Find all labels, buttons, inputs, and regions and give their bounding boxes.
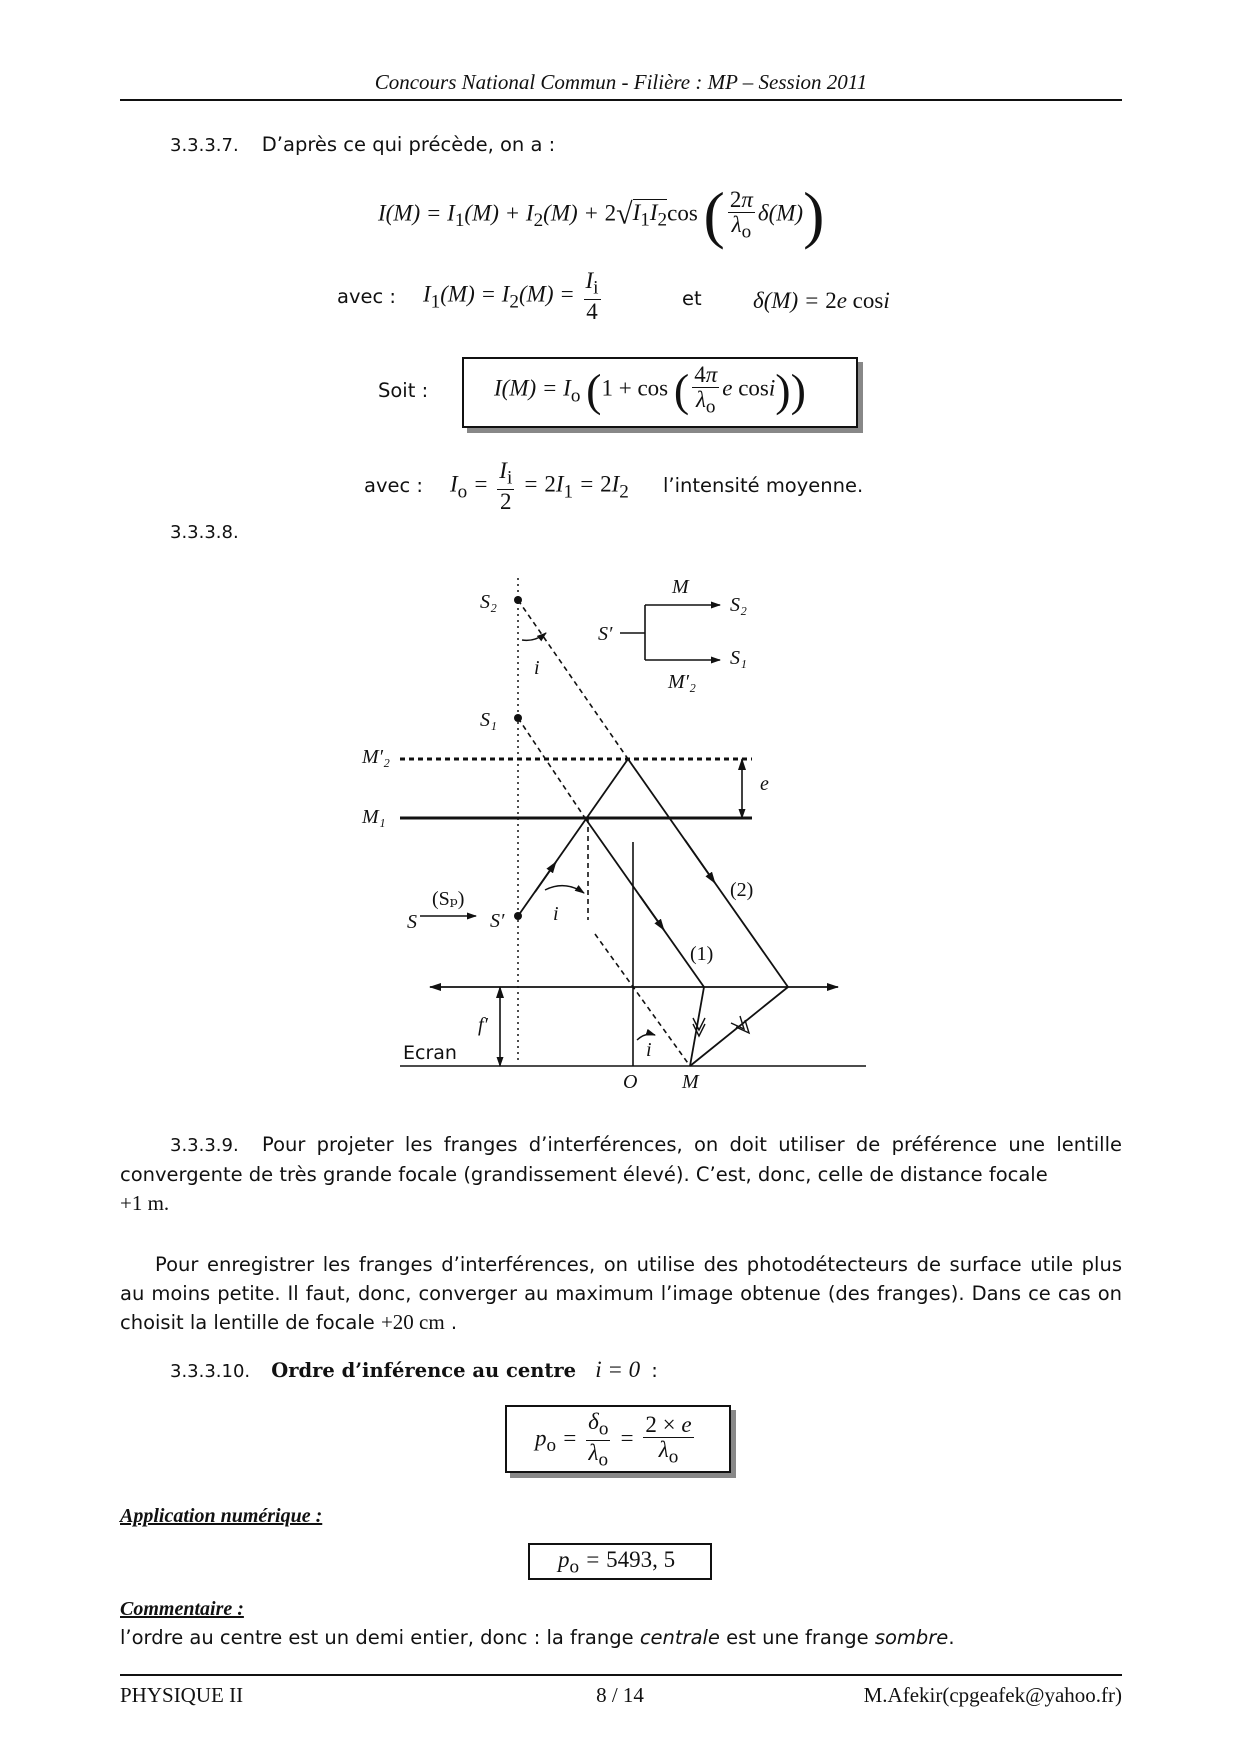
label-i-bottom: i xyxy=(646,1039,652,1061)
section-33310-colon: : xyxy=(651,1359,658,1382)
commentaire-title: Commentaire : xyxy=(120,1598,244,1620)
virtual-ray-to-m xyxy=(595,934,690,1066)
boxed-result-intensity: $I(M) = I_o$ (1 + cos ( $\frac{4\pi}{\lambda_o}$ e cosi)) xyxy=(462,357,858,428)
inset-label-s2: S₂ xyxy=(730,594,747,616)
footer-rule xyxy=(120,1674,1122,1676)
section-number: 3.3.3.7. xyxy=(170,135,239,156)
section-3338-number: 3.3.3.8. xyxy=(170,522,239,543)
incident-ray-2 xyxy=(518,759,628,916)
equation-io: $I_o$ = $\frac{I_i}{2}$ = $2I_1 = 2I_2$ xyxy=(450,458,629,514)
label-i-top: i xyxy=(534,657,540,679)
inset-label-m2-prime: M′₂ xyxy=(668,671,696,693)
inset-label-m: M xyxy=(672,576,689,598)
label-ecran: Ecran xyxy=(403,1042,457,1064)
label-ray-1: (1) xyxy=(690,943,714,965)
label-s2: S₂ xyxy=(480,591,497,613)
inset-label-s1: S₁ xyxy=(730,647,747,669)
label-f-prime: f′ xyxy=(478,1014,488,1036)
boxed-order-formula: $p_o$ = $\frac{\delta_o}{\lambda_o}$ = $\frac{2 \times e}{\lambda_o}$ xyxy=(505,1405,731,1473)
label-o: O xyxy=(623,1071,638,1093)
ray-1-double-arrow xyxy=(693,1018,705,1036)
page-header: Concours National Commun - Filière : MP – Session 2011 xyxy=(374,70,868,94)
label-i-mid: i xyxy=(553,903,559,925)
label-sp: (Sₚ) xyxy=(432,888,465,910)
application-title: Application numérique : xyxy=(120,1505,323,1527)
section-33310-title: Ordre d’inférence au centre xyxy=(271,1359,577,1382)
avec2-label: avec : xyxy=(364,474,423,497)
label-e: e xyxy=(760,773,769,795)
inset-label-s-prime: S′ xyxy=(598,623,613,645)
equation-i1-i2: $I_1(M) = I_2(M)$ = $\frac{I_i}{4}$ xyxy=(423,268,599,324)
label-m2-prime: M′₂ xyxy=(362,746,390,768)
angle-arc-mid xyxy=(545,886,584,893)
paragraph-end-dot: . xyxy=(450,1311,458,1334)
application-result-value: 5493, 5 xyxy=(606,1547,676,1572)
section-intro: D’après ce qui précède, on a : xyxy=(261,133,556,156)
label-s: S xyxy=(407,911,417,933)
label-m: M xyxy=(682,1071,699,1093)
focal-value-20cm: +20 cm xyxy=(380,1310,445,1334)
word-centrale: centrale xyxy=(639,1626,720,1649)
angle-arc-top xyxy=(522,633,546,640)
section-33310-heading xyxy=(170,1357,658,1383)
boxed-application-result: $p_o = 5493$, 5 xyxy=(528,1543,712,1580)
label-m1: M₁ xyxy=(362,806,386,828)
avec-label: avec : xyxy=(337,285,396,308)
word-sombre: sombre xyxy=(874,1626,949,1649)
section-33310-number: 3.3.3.10. xyxy=(170,1361,251,1382)
soit-label: Soit : xyxy=(378,379,429,402)
paragraph-photodetecteurs xyxy=(120,1250,1122,1337)
label-s1: S₁ xyxy=(480,709,497,731)
ray-1-arrow xyxy=(640,896,664,930)
paragraph-3339 xyxy=(120,1130,1122,1218)
equation-intensity: $I(M) = I_1(M) + I_2(M) + 2√I_1I_2\cos$ ( $\frac{2\pi}{\lambda_o}$ δ(M)) xyxy=(378,179,825,250)
ray-2-arrow xyxy=(685,840,715,883)
intensite-label: l’intensité moyenne. xyxy=(663,474,864,497)
paragraph-photodetecteurs-text: Pour enregistrer les franges d’interférences, on utilise des photodétecteurs de surface utile plus au moins petite. Il faut, donc, converger au maximum l’image obtenue (des franges). Dans ce cas on choisit la lentille de focale xyxy=(120,1253,1122,1334)
et-label: et xyxy=(682,287,702,310)
footer-author: M.Afekir(cpgeafek@yahoo.fr) xyxy=(863,1683,1122,1707)
focal-value-1m: +1 m. xyxy=(120,1191,170,1215)
section-33310-condition: i = 0 xyxy=(595,1357,641,1382)
commentaire-text: l’ordre au centre est un demi entier, donc : la frange centrale est une frange sombre. xyxy=(120,1626,955,1649)
footer-left: PHYSIQUE II xyxy=(120,1683,244,1707)
footer-page-number: 8 / 14 xyxy=(596,1683,644,1707)
paragraph-3339-text: Pour projeter les franges d’interférences, on doit utiliser de préférence une lentille convergente de très grande focale (grandissement élevé). C’est, donc, celle de distance focale xyxy=(120,1133,1123,1186)
label-s-prime: S′ xyxy=(490,910,505,932)
label-ray-2: (2) xyxy=(730,879,754,901)
virtual-ray-s1 xyxy=(518,718,585,818)
section-3339-number: 3.3.3.9. xyxy=(170,1135,239,1156)
equation-delta: δ(M) = 2e cosi xyxy=(753,288,890,313)
